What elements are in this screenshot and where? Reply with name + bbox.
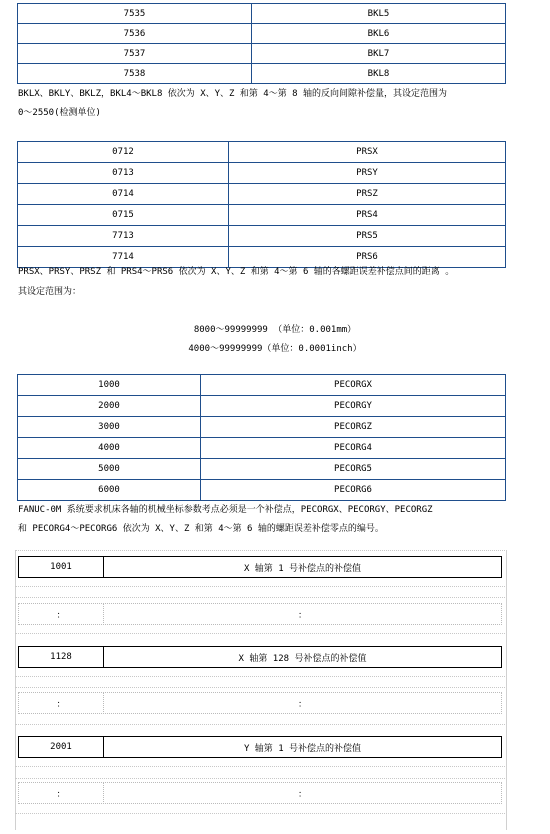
row-separator	[15, 676, 505, 677]
table-row	[18, 24, 506, 44]
ellipsis-mark: ：	[103, 692, 502, 714]
table-row	[18, 4, 506, 24]
row-separator	[15, 586, 505, 587]
param-name: PECORG5	[201, 459, 506, 480]
param-number: 7714	[18, 247, 229, 268]
text-line: BKLX、BKLY、BKLZ，BKL4～BKL8 依次为 X、Y、Z 和第 4～第 8 轴的反向间隙补偿量，其设定范围为	[18, 89, 447, 99]
table-row	[18, 226, 506, 247]
table-row	[18, 163, 506, 184]
param-number: 0715	[18, 205, 229, 226]
param-name: PRS5	[229, 226, 506, 247]
row-separator	[15, 813, 505, 814]
param-number: 1001	[18, 556, 104, 578]
param-name: PECORG4	[201, 438, 506, 459]
table-row	[18, 396, 506, 417]
param-number: 7713	[18, 226, 229, 247]
table-row	[18, 44, 506, 64]
row-separator	[15, 766, 505, 767]
param-number: 2001	[18, 736, 104, 758]
comp-origin-description	[18, 503, 523, 537]
param-name: PRS6	[229, 247, 506, 268]
row-separator	[15, 633, 505, 634]
param-number: 1128	[18, 646, 104, 668]
row-separator	[15, 778, 505, 779]
param-name: PRSZ	[229, 184, 506, 205]
param-number: 4000	[18, 438, 201, 459]
ellipsis-mark: ：	[103, 603, 502, 625]
param-number: 7537	[18, 44, 252, 64]
param-number: 0712	[18, 142, 229, 163]
text-line: 0～2550(检测单位)	[18, 108, 101, 118]
ellipsis-row	[18, 603, 502, 625]
ellipsis-row	[18, 782, 502, 804]
param-name: PRSX	[229, 142, 506, 163]
comp-row-2001	[18, 736, 502, 758]
param-number: 5000	[18, 459, 201, 480]
table-row	[18, 459, 506, 480]
text-line: 其设定范围为：	[18, 287, 82, 297]
param-number: 6000	[18, 480, 201, 501]
ellipsis-mark: ：	[18, 692, 104, 714]
ellipsis-mark: ：	[18, 782, 104, 804]
param-name: BKL7	[252, 44, 506, 64]
range-line-inch: 4000～99999999（单位：0.0001inch）	[188, 344, 362, 354]
ellipsis-mark: ：	[103, 782, 502, 804]
pitch-description	[18, 265, 523, 300]
param-number: 2000	[18, 396, 201, 417]
row-separator	[15, 687, 505, 688]
param-number: 0714	[18, 184, 229, 205]
range-line-mm: 8000～99999999 （单位：0.001mm）	[193, 325, 357, 335]
param-description: X 轴第 128 号补偿点的补偿值	[103, 646, 502, 668]
table-row	[18, 205, 506, 226]
table-row	[18, 375, 506, 396]
param-number: 7536	[18, 24, 252, 44]
param-number: 0713	[18, 163, 229, 184]
param-name: PECORGX	[201, 375, 506, 396]
comp-row-1001	[18, 556, 502, 578]
table-row	[18, 480, 506, 501]
table-row	[18, 142, 506, 163]
param-number: 7538	[18, 64, 252, 84]
param-name: BKL6	[252, 24, 506, 44]
comp-origin-table	[17, 374, 506, 501]
param-number: 1000	[18, 375, 201, 396]
backlash-param-table	[17, 3, 506, 84]
table-row	[18, 64, 506, 84]
param-name: PECORG6	[201, 480, 506, 501]
table-row	[18, 438, 506, 459]
param-description: X 轴第 1 号补偿点的补偿值	[103, 556, 502, 578]
ellipsis-row	[18, 692, 502, 714]
param-description: Y 轴第 1 号补偿点的补偿值	[103, 736, 502, 758]
ellipsis-mark: ：	[18, 603, 104, 625]
table-row	[18, 417, 506, 438]
row-separator	[15, 597, 505, 598]
param-name: BKL5	[252, 4, 506, 24]
param-number: 7535	[18, 4, 252, 24]
row-separator	[15, 550, 505, 551]
param-name: PRS4	[229, 205, 506, 226]
backlash-description	[18, 87, 523, 121]
param-number: 3000	[18, 417, 201, 438]
row-separator	[15, 724, 505, 725]
text-line: PRSX、PRSY、PRSZ 和 PRS4～PRS6 依次为 X、Y、Z 和第 4～第 6 轴的各螺距误差补偿点间的距离 。	[18, 267, 455, 277]
table-row	[18, 184, 506, 205]
pitch-distance-table	[17, 141, 506, 268]
text-line: 和 PECORG4～PECORG6 依次为 X、Y、Z 和第 4～第 6 轴的螺距误差补偿零点的编号。	[18, 524, 384, 534]
param-name: PECORGZ	[201, 417, 506, 438]
param-name: BKL8	[252, 64, 506, 84]
text-line: FANUC-0M 系统要求机床各轴的机械坐标参数考点必须是一个补偿点，PECORGX、PECORGY、PECORGZ	[18, 505, 433, 515]
comp-row-1128	[18, 646, 502, 668]
param-name: PECORGY	[201, 396, 506, 417]
param-name: PRSY	[229, 163, 506, 184]
